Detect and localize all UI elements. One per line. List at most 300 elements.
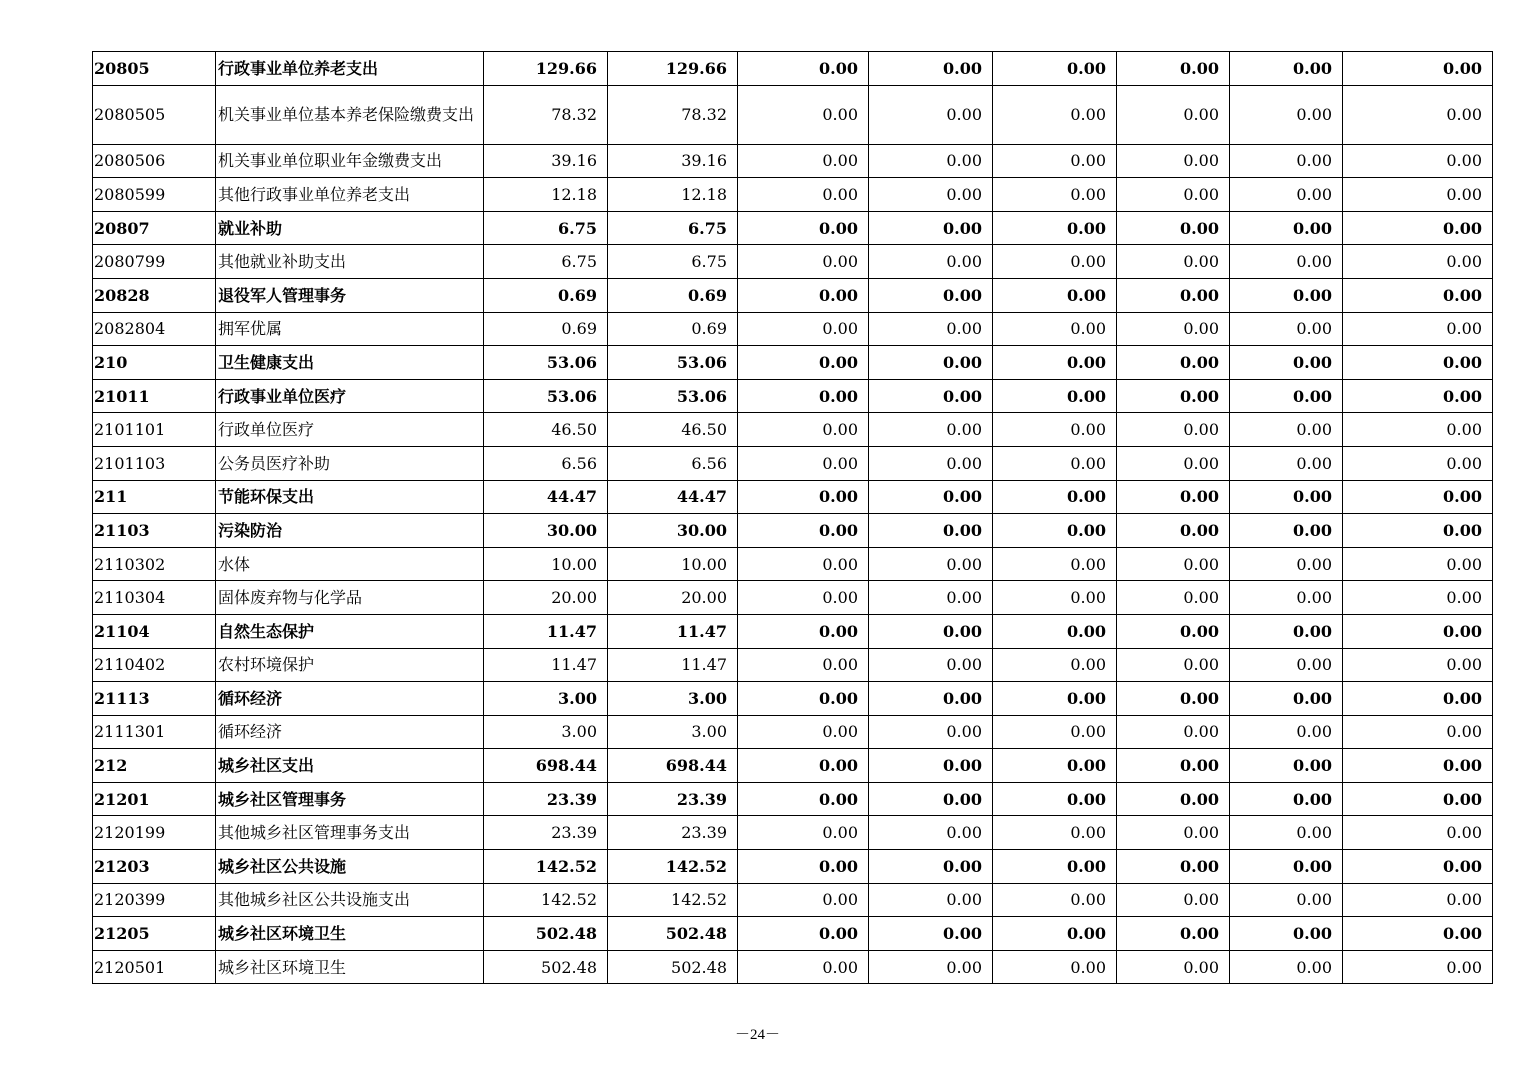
amount-cell: 0.00 [1117,379,1230,413]
amount-cell: 0.00 [1230,614,1343,648]
amount-cell: 0.00 [993,446,1117,480]
table-row [93,85,1493,144]
amount-cell: 0.00 [738,581,869,615]
amount-cell: 0.00 [993,52,1117,86]
amount-cell: 0.00 [1117,648,1230,682]
amount-cell: 0.00 [993,715,1117,749]
amount-cell: 0.00 [993,379,1117,413]
amount-cell: 0.00 [869,211,993,245]
amount-cell: 0.00 [1343,446,1493,480]
subject-code-cell: 21103 [93,514,216,548]
amount-cell: 0.00 [1343,312,1493,346]
subject-name-cell: 城乡社区管理事务 [216,782,484,816]
amount-cell: 0.00 [1343,379,1493,413]
amount-cell: 0.00 [869,413,993,447]
amount-cell: 30.00 [484,514,608,548]
amount-cell: 0.00 [738,883,869,917]
table-row [93,52,1493,86]
amount-cell: 46.50 [608,413,738,447]
amount-cell: 0.00 [993,581,1117,615]
table-row [93,346,1493,380]
amount-cell: 0.00 [993,782,1117,816]
amount-cell: 46.50 [484,413,608,447]
amount-cell: 3.00 [608,682,738,716]
amount-cell: 0.00 [1343,682,1493,716]
amount-cell: 0.00 [738,782,869,816]
amount-cell: 0.00 [1230,379,1343,413]
table-row [93,144,1493,178]
amount-cell: 0.00 [1117,480,1230,514]
amount-cell: 0.00 [1117,782,1230,816]
amount-cell: 0.00 [1117,211,1230,245]
amount-cell: 6.75 [608,211,738,245]
subject-code-cell: 211 [93,480,216,514]
amount-cell: 0.00 [993,312,1117,346]
amount-cell: 0.69 [484,278,608,312]
table-row [93,950,1493,984]
amount-cell: 0.00 [1230,682,1343,716]
subject-name-cell: 行政单位医疗 [216,413,484,447]
amount-cell: 78.32 [484,85,608,144]
subject-name-cell: 行政事业单位医疗 [216,379,484,413]
amount-cell: 0.00 [1117,917,1230,951]
amount-cell: 0.00 [1343,144,1493,178]
amount-cell: 0.00 [1117,278,1230,312]
amount-cell: 0.00 [869,346,993,380]
amount-cell: 10.00 [484,547,608,581]
amount-cell: 0.00 [869,850,993,884]
amount-cell: 0.00 [869,312,993,346]
amount-cell: 0.00 [1343,480,1493,514]
amount-cell: 0.00 [1117,346,1230,380]
amount-cell: 0.00 [869,480,993,514]
amount-cell: 0.00 [738,547,869,581]
amount-cell: 0.00 [1343,178,1493,212]
amount-cell: 0.00 [869,52,993,86]
subject-name-cell: 城乡社区环境卫生 [216,917,484,951]
amount-cell: 0.00 [869,614,993,648]
amount-cell: 0.00 [869,85,993,144]
subject-name-cell: 卫生健康支出 [216,346,484,380]
amount-cell: 53.06 [608,379,738,413]
amount-cell: 0.00 [1117,749,1230,783]
amount-cell: 0.00 [1343,346,1493,380]
table-body [93,52,1493,984]
subject-name-cell: 就业补助 [216,211,484,245]
amount-cell: 53.06 [608,346,738,380]
amount-cell: 0.00 [1230,52,1343,86]
amount-cell: 23.39 [608,782,738,816]
amount-cell: 142.52 [608,883,738,917]
amount-cell: 0.00 [738,85,869,144]
amount-cell: 0.00 [738,52,869,86]
amount-cell: 78.32 [608,85,738,144]
amount-cell: 698.44 [608,749,738,783]
amount-cell: 0.00 [738,749,869,783]
amount-cell: 0.00 [993,480,1117,514]
amount-cell: 0.00 [1230,446,1343,480]
subject-name-cell: 其他就业补助支出 [216,245,484,279]
subject-code-cell: 2120199 [93,816,216,850]
amount-cell: 0.00 [1230,816,1343,850]
amount-cell: 0.00 [1343,211,1493,245]
table-row [93,446,1493,480]
amount-cell: 0.00 [993,950,1117,984]
amount-cell: 0.00 [1117,547,1230,581]
subject-code-cell: 2120399 [93,883,216,917]
amount-cell: 23.39 [484,782,608,816]
amount-cell: 142.52 [608,850,738,884]
amount-cell: 12.18 [484,178,608,212]
amount-cell: 0.00 [738,917,869,951]
table-row [93,850,1493,884]
subject-name-cell: 行政事业单位养老支出 [216,52,484,86]
amount-cell: 6.75 [484,211,608,245]
subject-name-cell: 固体废弃物与化学品 [216,581,484,615]
amount-cell: 0.00 [1117,514,1230,548]
amount-cell: 0.00 [738,614,869,648]
subject-name-cell: 公务员医疗补助 [216,446,484,480]
table-row [93,211,1493,245]
subject-code-cell: 21203 [93,850,216,884]
budget-table [92,51,1493,984]
subject-code-cell: 20807 [93,211,216,245]
amount-cell: 129.66 [608,52,738,86]
amount-cell: 0.00 [1343,816,1493,850]
amount-cell: 0.00 [1343,883,1493,917]
subject-code-cell: 21205 [93,917,216,951]
amount-cell: 0.00 [738,715,869,749]
page-number: －24－ [734,1027,780,1043]
amount-cell: 0.00 [1117,581,1230,615]
subject-name-cell: 拥军优属 [216,312,484,346]
table-row [93,514,1493,548]
amount-cell: 0.00 [738,950,869,984]
table-row [93,480,1493,514]
amount-cell: 0.00 [1230,883,1343,917]
amount-cell: 0.00 [1117,312,1230,346]
amount-cell: 0.00 [1343,85,1493,144]
amount-cell: 0.00 [869,245,993,279]
amount-cell: 0.00 [869,950,993,984]
amount-cell: 0.00 [738,816,869,850]
amount-cell: 0.00 [1230,312,1343,346]
amount-cell: 0.00 [1230,950,1343,984]
table-row [93,178,1493,212]
amount-cell: 39.16 [484,144,608,178]
table-row [93,245,1493,279]
amount-cell: 502.48 [608,950,738,984]
amount-cell: 0.00 [1230,547,1343,581]
amount-cell: 10.00 [608,547,738,581]
amount-cell: 0.00 [1343,648,1493,682]
amount-cell: 0.00 [869,547,993,581]
amount-cell: 0.00 [1117,715,1230,749]
amount-cell: 0.00 [1343,782,1493,816]
table-row [93,312,1493,346]
amount-cell: 0.00 [869,883,993,917]
table-row [93,816,1493,850]
amount-cell: 0.00 [993,816,1117,850]
amount-cell: 3.00 [608,715,738,749]
amount-cell: 0.00 [1343,245,1493,279]
amount-cell: 0.00 [1230,715,1343,749]
amount-cell: 502.48 [484,950,608,984]
subject-name-cell: 节能环保支出 [216,480,484,514]
amount-cell: 0.00 [869,816,993,850]
amount-cell: 0.00 [1230,648,1343,682]
amount-cell: 0.00 [1230,245,1343,279]
amount-cell: 0.00 [1230,514,1343,548]
amount-cell: 0.00 [869,581,993,615]
amount-cell: 6.56 [484,446,608,480]
subject-name-cell: 水体 [216,547,484,581]
amount-cell: 0.00 [1230,211,1343,245]
amount-cell: 6.56 [608,446,738,480]
amount-cell: 0.00 [1230,178,1343,212]
subject-name-cell: 退役军人管理事务 [216,278,484,312]
table-row [93,413,1493,447]
amount-cell: 698.44 [484,749,608,783]
amount-cell: 502.48 [484,917,608,951]
subject-name-cell: 其他城乡社区公共设施支出 [216,883,484,917]
subject-name-cell: 自然生态保护 [216,614,484,648]
amount-cell: 0.00 [1343,52,1493,86]
amount-cell: 23.39 [484,816,608,850]
amount-cell: 0.00 [1343,614,1493,648]
subject-code-cell: 2080599 [93,178,216,212]
amount-cell: 0.00 [1117,245,1230,279]
amount-cell: 0.00 [869,648,993,682]
table-row [93,581,1493,615]
subject-code-cell: 2080799 [93,245,216,279]
amount-cell: 129.66 [484,52,608,86]
amount-cell: 0.00 [993,883,1117,917]
amount-cell: 0.00 [738,446,869,480]
subject-code-cell: 2110302 [93,547,216,581]
amount-cell: 0.00 [1230,581,1343,615]
amount-cell: 0.00 [738,312,869,346]
table-row [93,715,1493,749]
subject-code-cell: 212 [93,749,216,783]
amount-cell: 0.00 [738,144,869,178]
subject-code-cell: 2101101 [93,413,216,447]
amount-cell: 0.00 [738,648,869,682]
amount-cell: 0.00 [1343,749,1493,783]
amount-cell: 0.00 [738,682,869,716]
amount-cell: 0.00 [1117,816,1230,850]
amount-cell: 0.00 [1230,413,1343,447]
subject-code-cell: 2111301 [93,715,216,749]
amount-cell: 0.00 [1230,480,1343,514]
table-row [93,782,1493,816]
subject-name-cell: 其他行政事业单位养老支出 [216,178,484,212]
amount-cell: 0.00 [1230,782,1343,816]
subject-code-cell: 21201 [93,782,216,816]
amount-cell: 0.00 [869,749,993,783]
amount-cell: 0.00 [738,245,869,279]
amount-cell: 0.00 [1117,144,1230,178]
amount-cell: 11.47 [608,648,738,682]
amount-cell: 0.69 [608,312,738,346]
subject-name-cell: 农村环境保护 [216,648,484,682]
amount-cell: 0.00 [1230,144,1343,178]
amount-cell: 0.00 [738,480,869,514]
amount-cell: 0.00 [1343,278,1493,312]
amount-cell: 0.00 [738,379,869,413]
amount-cell: 0.00 [1117,850,1230,884]
amount-cell: 0.00 [869,178,993,212]
subject-name-cell: 污染防治 [216,514,484,548]
subject-name-cell: 城乡社区支出 [216,749,484,783]
amount-cell: 44.47 [608,480,738,514]
amount-cell: 0.00 [1117,682,1230,716]
subject-code-cell: 2120501 [93,950,216,984]
amount-cell: 0.00 [1230,278,1343,312]
amount-cell: 0.00 [738,346,869,380]
amount-cell: 0.00 [993,144,1117,178]
amount-cell: 0.00 [1117,446,1230,480]
amount-cell: 6.75 [608,245,738,279]
amount-cell: 0.00 [1343,850,1493,884]
amount-cell: 0.69 [484,312,608,346]
subject-name-cell: 循环经济 [216,715,484,749]
amount-cell: 0.00 [1230,749,1343,783]
amount-cell: 0.00 [993,850,1117,884]
amount-cell: 0.00 [1343,917,1493,951]
amount-cell: 30.00 [608,514,738,548]
amount-cell: 0.00 [869,144,993,178]
table-row [93,614,1493,648]
amount-cell: 0.00 [1230,85,1343,144]
amount-cell: 53.06 [484,346,608,380]
amount-cell: 0.00 [1343,581,1493,615]
amount-cell: 0.00 [869,682,993,716]
table-row [93,917,1493,951]
subject-name-cell: 其他城乡社区管理事务支出 [216,816,484,850]
table-row [93,379,1493,413]
amount-cell: 0.00 [993,682,1117,716]
table-row [93,547,1493,581]
subject-code-cell: 2110402 [93,648,216,682]
amount-cell: 0.00 [993,211,1117,245]
subject-code-cell: 21104 [93,614,216,648]
amount-cell: 39.16 [608,144,738,178]
amount-cell: 20.00 [608,581,738,615]
amount-cell: 12.18 [608,178,738,212]
subject-code-cell: 2080506 [93,144,216,178]
amount-cell: 0.00 [993,648,1117,682]
amount-cell: 0.00 [738,514,869,548]
amount-cell: 0.00 [1230,346,1343,380]
amount-cell: 0.00 [1343,547,1493,581]
amount-cell: 502.48 [608,917,738,951]
amount-cell: 20.00 [484,581,608,615]
amount-cell: 0.00 [1117,52,1230,86]
amount-cell: 0.00 [993,85,1117,144]
amount-cell: 0.00 [993,917,1117,951]
amount-cell: 0.00 [1343,514,1493,548]
subject-code-cell: 2082804 [93,312,216,346]
amount-cell: 0.00 [738,850,869,884]
amount-cell: 23.39 [608,816,738,850]
subject-code-cell: 20805 [93,52,216,86]
amount-cell: 0.00 [993,514,1117,548]
amount-cell: 0.00 [1343,413,1493,447]
amount-cell: 0.00 [869,782,993,816]
amount-cell: 0.00 [1117,950,1230,984]
amount-cell: 0.00 [993,245,1117,279]
amount-cell: 0.00 [738,413,869,447]
amount-cell: 3.00 [484,715,608,749]
amount-cell: 0.00 [1343,950,1493,984]
amount-cell: 0.00 [869,379,993,413]
amount-cell: 0.00 [1117,413,1230,447]
amount-cell: 142.52 [484,850,608,884]
amount-cell: 53.06 [484,379,608,413]
amount-cell: 6.75 [484,245,608,279]
amount-cell: 0.00 [869,514,993,548]
amount-cell: 0.00 [869,278,993,312]
table-row [93,278,1493,312]
amount-cell: 0.00 [993,178,1117,212]
subject-code-cell: 20828 [93,278,216,312]
subject-code-cell: 210 [93,346,216,380]
table-row [93,682,1493,716]
amount-cell: 11.47 [608,614,738,648]
amount-cell: 0.00 [1343,715,1493,749]
amount-cell: 0.00 [869,446,993,480]
amount-cell: 0.00 [1117,85,1230,144]
amount-cell: 0.00 [1230,917,1343,951]
amount-cell: 11.47 [484,614,608,648]
amount-cell: 11.47 [484,648,608,682]
amount-cell: 0.00 [993,346,1117,380]
subject-name-cell: 机关事业单位基本养老保险缴费支出 [216,85,484,144]
amount-cell: 0.69 [608,278,738,312]
amount-cell: 0.00 [738,178,869,212]
amount-cell: 0.00 [869,917,993,951]
subject-name-cell: 城乡社区环境卫生 [216,950,484,984]
table-row [93,648,1493,682]
subject-name-cell: 城乡社区公共设施 [216,850,484,884]
amount-cell: 44.47 [484,480,608,514]
amount-cell: 0.00 [1230,850,1343,884]
amount-cell: 3.00 [484,682,608,716]
amount-cell: 0.00 [1117,883,1230,917]
amount-cell: 0.00 [1117,614,1230,648]
subject-name-cell: 循环经济 [216,682,484,716]
amount-cell: 0.00 [993,413,1117,447]
subject-code-cell: 2110304 [93,581,216,615]
amount-cell: 0.00 [993,614,1117,648]
subject-code-cell: 2080505 [93,85,216,144]
subject-code-cell: 21113 [93,682,216,716]
amount-cell: 0.00 [993,749,1117,783]
amount-cell: 0.00 [1117,178,1230,212]
amount-cell: 0.00 [993,278,1117,312]
subject-code-cell: 21011 [93,379,216,413]
amount-cell: 0.00 [869,715,993,749]
subject-code-cell: 2101103 [93,446,216,480]
amount-cell: 0.00 [738,278,869,312]
amount-cell: 142.52 [484,883,608,917]
table-row [93,883,1493,917]
table-row [93,749,1493,783]
amount-cell: 0.00 [738,211,869,245]
amount-cell: 0.00 [993,547,1117,581]
subject-name-cell: 机关事业单位职业年金缴费支出 [216,144,484,178]
